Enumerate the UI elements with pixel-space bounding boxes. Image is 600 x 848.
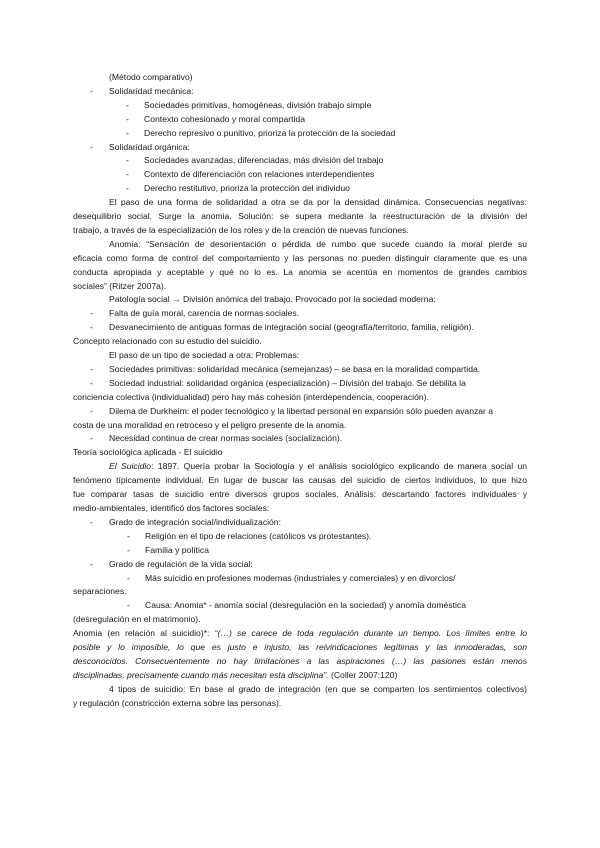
bullet-dash: - [126,113,129,124]
paragraph-line: (desregulación en el matrimonio). [73,614,201,625]
mechanical-solidarity-heading: Solidaridad mecánica: [109,85,194,96]
list-item [73,558,527,572]
list-item [73,432,527,446]
list-item-text: Derecho represivo o punitivo, prioriza la protección de la sociedad [144,127,396,138]
list-item [73,85,527,99]
list-item [73,141,527,155]
bullet-dash: - [127,530,130,541]
bullet-dash: - [90,405,93,416]
paragraph-line [73,460,527,474]
list-item-text: Necesidad continua de crear normas sociales (socialización). [109,433,343,444]
list-item [73,321,527,335]
sub-list-item [73,154,527,168]
bullet-dash: - [126,155,129,166]
list-item [73,405,527,419]
sub-list-item [73,572,527,586]
section-heading: Teoría sociológica aplicada - El suicidio [73,447,223,458]
sub-list-item [73,530,527,544]
list-item-text: Grado de regulación de la vida social: [109,558,253,569]
paragraph-line: desequilibrio social. Surge la anomia. Solución: se supera mediante la reestructuración de la división del [73,211,527,222]
paragraph-line: Patología social → División anómica del trabajo. Provocado por la sociedad moderna: [109,294,436,305]
bullet-dash: - [90,363,93,374]
quote-line [73,669,527,683]
anomia-definition-line: Anomia: “Sensación de desorientación o pérdida de rumbo que sucede cuando la moral pierde su [109,238,527,249]
list-item-text: Sociedad industrial: solidaridad orgánica (especialización) – División del trabajo. Se debilita la [109,377,466,388]
bullet-dash: - [90,141,93,152]
paragraph-line: trabajo, a través de la especialización de los roles y de la creación de nuevas funciones. [73,224,409,235]
list-item-text: Más suicidio en profesiones modernas (industriales y comerciales) y en divorcios/ [145,572,456,583]
paragraph-line: conciencia colectiva (individualidad) pero hay más cohesión (interdependencia, cooperación). [73,391,429,402]
quote-text: disciplinadas, precisamente cuando más necesitan esta disciplina”. [73,669,329,680]
paragraph-line: 4 tipos de suicidio: En base al grado de integración (en que se comparten los sentimientos colectivos) [109,683,527,694]
paragraph-line: Concepto relacionado con su estudio del suicidio. [73,336,262,347]
list-item [73,377,527,391]
list-item-text: Contexto cohesionado y moral compartida [144,113,305,124]
sub-list-item [73,182,527,196]
text-line [73,71,527,85]
paragraph-line: separaciones. [73,586,127,597]
organic-solidarity-heading: Solidaridad orgánica: [109,141,190,152]
bullet-dash: - [127,600,130,611]
bullet-dash: - [90,516,93,527]
bullet-dash: - [90,322,93,333]
paragraph-line: medio-ambientales, identificó dos factores sociales: [73,502,270,513]
bullet-dash: - [126,183,129,194]
paragraph-line: costa de una moralidad en retroceso y el peligro presente de la anomia. [73,419,347,430]
quote-line: posible y lo imposible, lo que es justo e injusto, las reivindicaciones legítimas y las inmoderadas, son [73,642,527,653]
sub-list-item [73,127,527,141]
paragraph-text: : 1897. Quería probar la Sociología y el análisis sociológico explicando de manera social un [151,461,527,472]
list-item-text: Causa: Anomia* - anomía social (desregulación en la sociedad) y anomía doméstica [145,600,467,611]
paragraph-line: y regulación (constricción externa sobre las personas). [73,697,282,708]
list-item [73,363,527,377]
sub-list-item [73,168,527,182]
bullet-dash: - [126,127,129,138]
citation: (Coller 2007:120) [328,669,398,680]
quote-line: desconocidos. Consecuentemente no hay limitaciones a las aspiraciones (…) las pasiones están menos [73,655,527,666]
list-item-text: Dilema de Durkheim: el poder tecnológico y la libertad personal en expansión sólo pueden avanzar a [109,405,494,416]
bullet-dash: - [126,99,129,110]
bullet-dash: - [127,572,130,583]
list-item-text: Desvanecimiento de antiguas formas de integración social (geografía/territorio, familia, religión). [109,322,474,333]
sub-list-item [73,544,527,558]
list-item-text: Sociedades primitivas, homogéneas, división trabajo simple [144,99,372,110]
method-note: (Método comparativo) [109,72,193,82]
paragraph-line: fenómeno típicamente individual. En lugar de buscar las causas del suicidio de ciertos individuos, lo que hizo [73,475,527,486]
anomia-definition-line: conducta apropiada y aceptable y qué no lo es. La anomia se acentúa en momentos de grandes cambios [73,266,527,277]
bullet-dash: - [90,85,93,96]
list-item-text: Sociedades primitivas: solidaridad mecánica (semejanzas) – se basa en la moralidad compartida. [109,363,481,374]
bullet-dash: - [90,377,93,388]
paragraph-line: El paso de un tipo de sociedad a otra: Problemas: [109,350,300,361]
paragraph-line: El paso de una forma de solidaridad a otra se da por la densidad dinámica. Consecuencias negativas: [109,197,527,208]
quote-lead: Anomia (en relación al suicidio)*: [73,628,210,639]
bullet-dash: - [90,433,93,444]
list-item-text: Derecho restitutivo, prioriza la protección del individuo [144,183,350,194]
sub-list-item [73,99,527,113]
list-item-text: Religión en el tipo de relaciones (católicos vs protestantes). [145,530,372,541]
anomia-definition-line: eficacia como forma de control del comportamiento y las personas no pueden distinguir claramente que es una [73,252,527,263]
bullet-dash: - [127,544,130,555]
bullet-dash: - [90,558,93,569]
anomia-definition-line: sociales” (Ritzer 2007a). [73,280,167,291]
list-item-text: Familia y política [145,544,209,555]
list-item-text: Contexto de diferenciación con relaciones interdependientes [144,169,375,180]
list-item-text: Sociedades avanzadas, diferenciadas, más división del trabajo [144,155,384,166]
book-title: El Suicidio [109,461,152,472]
sub-list-item [73,599,527,613]
bullet-dash: - [90,308,93,319]
list-item [73,516,527,530]
list-item-text: Grado de integración social/individualización: [109,516,281,527]
paragraph-line: fue comparar tasas de suicidio entre diversos grupos sociales. Análisis: descartando factores individuales y [73,489,527,500]
document-body [73,71,527,711]
sub-list-item [73,113,527,127]
list-item-text: Falta de guía moral, carencia de normas sociales. [109,308,300,319]
quote-line [73,627,527,641]
list-item [73,307,527,321]
bullet-dash: - [126,169,129,180]
quote-text: “(…) se carece de toda regulación durante un tiempo. Los límites entre lo [209,628,527,639]
